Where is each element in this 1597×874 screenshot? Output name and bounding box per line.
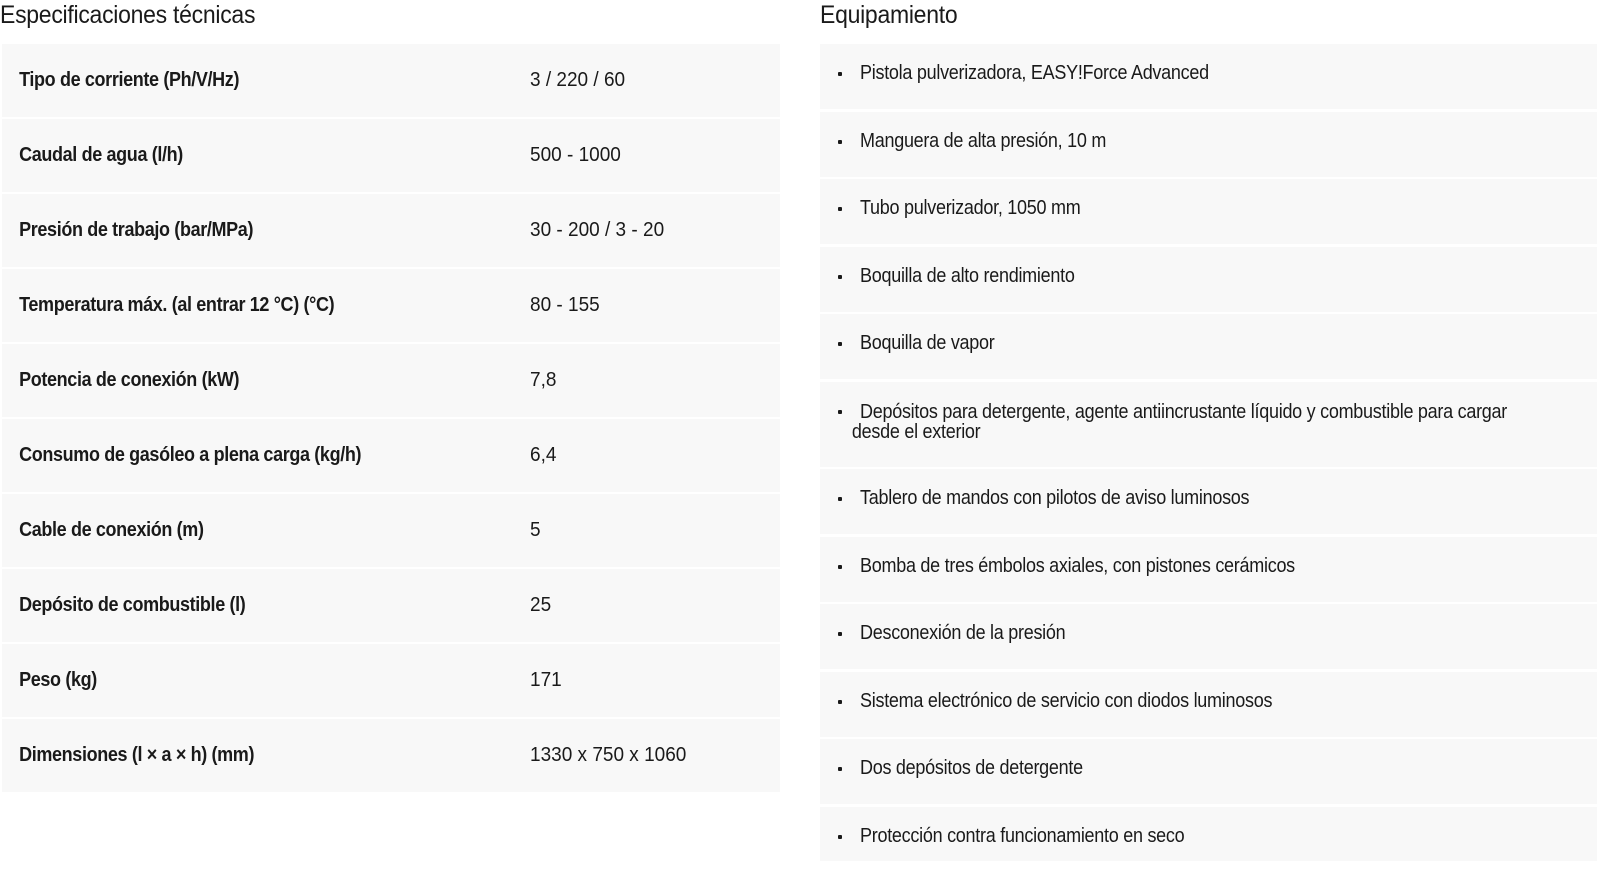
spec-value: 80 - 155 [530, 294, 600, 316]
list-item [820, 537, 1597, 602]
list-item [820, 382, 1597, 467]
equipment-item-line-2: desde el exterior [851, 420, 981, 443]
table-row [2, 119, 780, 192]
equipment-item-text: Tubo pulverizador, 1050 mm [860, 197, 1081, 219]
equipment-item-line-1: Depósitos para detergente, agente antiincrustante líquido y combustible para cargar [860, 400, 1508, 423]
bullet-icon [838, 700, 842, 704]
table-row [2, 344, 780, 417]
equipment-item-text: Protección contra funcionamiento en seco [860, 824, 1185, 847]
list-item [820, 179, 1597, 244]
list-item [820, 739, 1597, 804]
spec-label: Caudal de agua (l/h) [19, 144, 183, 166]
equipment-item-text: Tablero de mandos con pilotos de aviso luminosos [860, 487, 1250, 509]
equipment-item-text: Bomba de tres émbolos axiales, con pistones cerámicos [860, 554, 1295, 577]
table-row [2, 644, 780, 717]
equipment-item-text [851, 400, 1597, 443]
table-row [2, 494, 780, 567]
spec-label: Dimensiones (l × a × h) (mm) [19, 744, 255, 766]
bullet-icon [838, 497, 842, 501]
bullet-icon [838, 207, 842, 211]
bullet-icon [838, 565, 842, 569]
spec-value: 171 [530, 669, 562, 691]
spec-label: Temperatura máx. (al entrar 12 °C) (°C) [19, 294, 335, 316]
spec-value: 7,8 [530, 369, 557, 391]
bullet-icon [838, 275, 842, 279]
spec-value: 5 [530, 519, 541, 541]
bullet-icon [838, 140, 842, 144]
equipment-item-text: Dos depósitos de detergente [860, 757, 1083, 779]
equipment-section [820, 0, 1597, 863]
equipment-item-text: Boquilla de alto rendimiento [860, 264, 1075, 287]
spec-value: 1330 x 750 x 1060 [530, 744, 687, 766]
table-row [2, 194, 780, 267]
spec-value: 25 [530, 594, 552, 616]
list-item [820, 807, 1597, 861]
spec-label: Cable de conexión (m) [19, 519, 204, 541]
table-row [2, 719, 780, 792]
spec-value: 3 / 220 / 60 [530, 69, 626, 91]
list-item [820, 604, 1597, 669]
list-item [820, 247, 1597, 312]
list-item [820, 112, 1597, 177]
table-row [2, 44, 780, 117]
equipment-item-text: Sistema electrónico de servicio con diodos luminosos [860, 689, 1273, 712]
bullet-icon [838, 72, 842, 76]
equipment-item-text: Boquilla de vapor [860, 332, 995, 354]
spec-label: Tipo de corriente (Ph/V/Hz) [19, 69, 240, 91]
spec-label: Peso (kg) [19, 669, 97, 691]
table-row [2, 269, 780, 342]
bullet-icon [838, 410, 842, 414]
bullet-icon [838, 767, 842, 771]
spec-label: Potencia de conexión (kW) [19, 369, 240, 391]
table-row [2, 419, 780, 492]
bullet-icon [838, 632, 842, 636]
spec-label: Depósito de combustible (l) [19, 594, 246, 616]
equipment-item-text: Pistola pulverizadora, EASY!Force Advanced [860, 62, 1209, 84]
spec-label: Presión de trabajo (bar/MPa) [19, 219, 254, 241]
spec-value: 500 - 1000 [530, 144, 621, 166]
spec-value: 6,4 [530, 444, 557, 466]
specifications-table [2, 44, 780, 792]
list-item [820, 314, 1597, 379]
equipment-title: Equipamiento [820, 1, 958, 29]
list-item [820, 672, 1597, 737]
equipment-item-text: Manguera de alta presión, 10 m [860, 129, 1107, 152]
specifications-section [2, 0, 780, 794]
table-row [2, 569, 780, 642]
bullet-icon [838, 342, 842, 346]
spec-label: Consumo de gasóleo a plena carga (kg/h) [19, 444, 362, 466]
list-item [820, 44, 1597, 109]
spec-value: 30 - 200 / 3 - 20 [530, 219, 665, 241]
bullet-icon [838, 835, 842, 839]
equipment-list [820, 44, 1597, 861]
equipment-item-text: Desconexión de la presión [860, 622, 1066, 644]
specifications-title: Especificaciones técnicas [0, 1, 256, 29]
list-item [820, 469, 1597, 534]
